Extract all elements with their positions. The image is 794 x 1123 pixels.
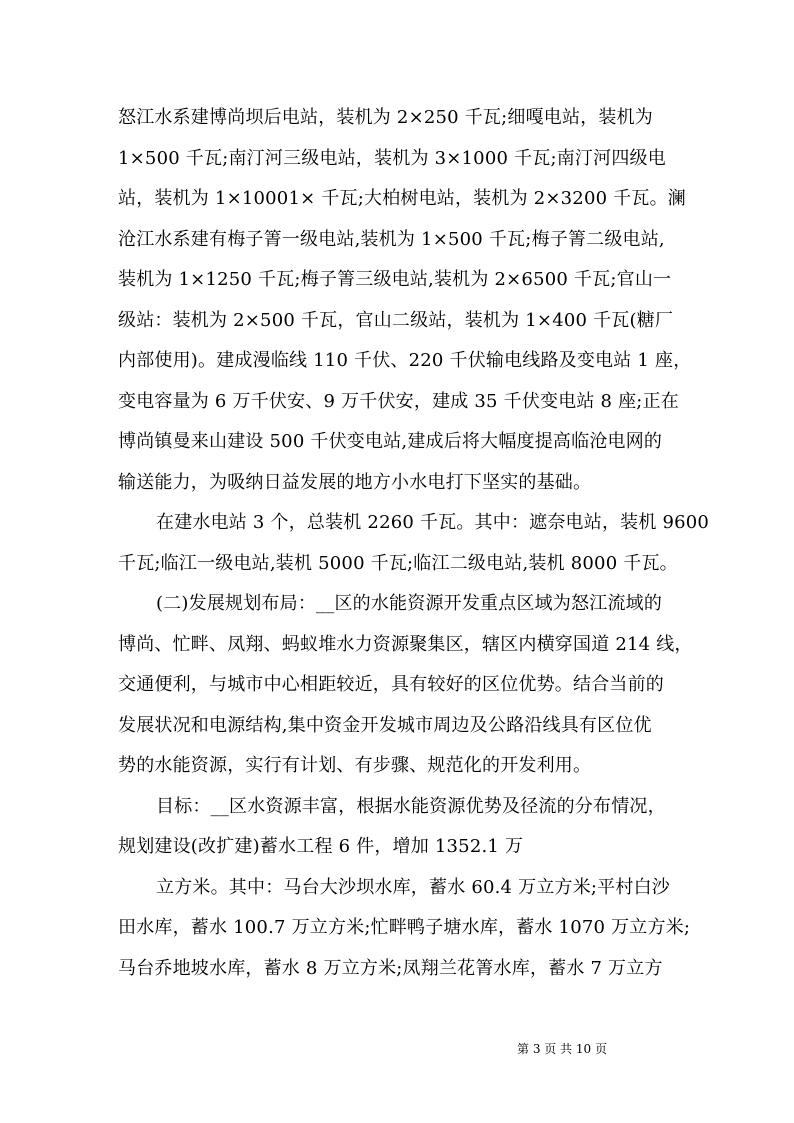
text-line: 势的水能资源，实行有计划、有步骤、规范化的开发利用。 <box>118 755 592 776</box>
text-line: 怒江水系建博尚坝后电站，装机为 2×250 千瓦;细嘎电站，装机为 <box>118 107 653 128</box>
text-line: 田水库，蓄水 100.7 万立方米;忙畔鸭子塘水库，蓄水 1070 万立方米; <box>118 917 691 938</box>
text-line: 千瓦;临江一级电站,装机 5000 千瓦;临江二级电站,装机 8000 千瓦。 <box>118 552 678 574</box>
text-line: 变电容量为 6 万千伏安、9 万千伏安，建成 35 千伏变电站 8 座;正在 <box>118 390 679 412</box>
text-line: (二)发展规划布局：__区的水能资源开发重点区域为怒江流域的 <box>156 593 663 614</box>
text-line: 博尚镇曼来山建设 500 千伏变电站,建成后将大幅度提高临沧电网的 <box>118 431 663 452</box>
text-line: 1×500 千瓦;南汀河三级电站，装机为 3×1000 千瓦;南汀河四级电 <box>118 147 666 169</box>
text-line: 马台乔地坡水库，蓄水 8 万立方米;凤翔兰花箐水库，蓄水 7 万立方 <box>118 957 663 979</box>
text-line: 在建水电站 3 个，总装机 2260 千瓦。其中：遮奈电站，装机 9600 <box>156 512 710 533</box>
text-line: 立方米。其中：马台大沙坝水库，蓄水 60.4 万立方米;平村白沙 <box>156 876 670 898</box>
body-text <box>118 98 710 989</box>
text-line: 级站：装机为 2×500 千瓦，官山二级站，装机为 1×400 千瓦(糖厂 <box>118 309 674 331</box>
text-line: 装机为 1×1250 千瓦;梅子箐三级电站,装机为 2×6500 千瓦;官山一 <box>118 269 672 290</box>
text-line: 交通便利，与城市中心相距较近，具有较好的区位优势。结合当前的 <box>118 674 664 695</box>
text-line: 目标：__区水资源丰富，根据水能资源优势及径流的分布情况， <box>156 795 666 817</box>
page-footer <box>0 1040 794 1057</box>
text-line: 沧江水系建有梅子箐一级电站,装机为 1×500 千瓦;梅子箐二级电站, <box>118 228 665 250</box>
text-line: 站，装机为 1×10001× 千瓦;大柏树电站，装机为 2×3200 千瓦。澜 <box>118 188 686 209</box>
text-line: 规划建设(改扩建)蓄水工程 6 件，增加 1352.1 万 <box>118 836 524 857</box>
page-number-label: 第 3 页 共 10 页 <box>517 1042 607 1056</box>
text-line: 输送能力，为吸纳日益发展的地方小水电打下坚实的基础。 <box>118 471 592 493</box>
text-line: 博尚、忙畔、凤翔、蚂蚁堆水力资源聚集区，辖区内横穿国道 214 线， <box>118 633 693 655</box>
text-line: 发展状况和电源结构,集中资金开发城市周边及公路沿线具有区位优 <box>118 714 652 736</box>
text-line: 内部使用)。建成漫临线 110 千伏、220 千伏输电线路及变电站 1 座， <box>118 350 692 371</box>
